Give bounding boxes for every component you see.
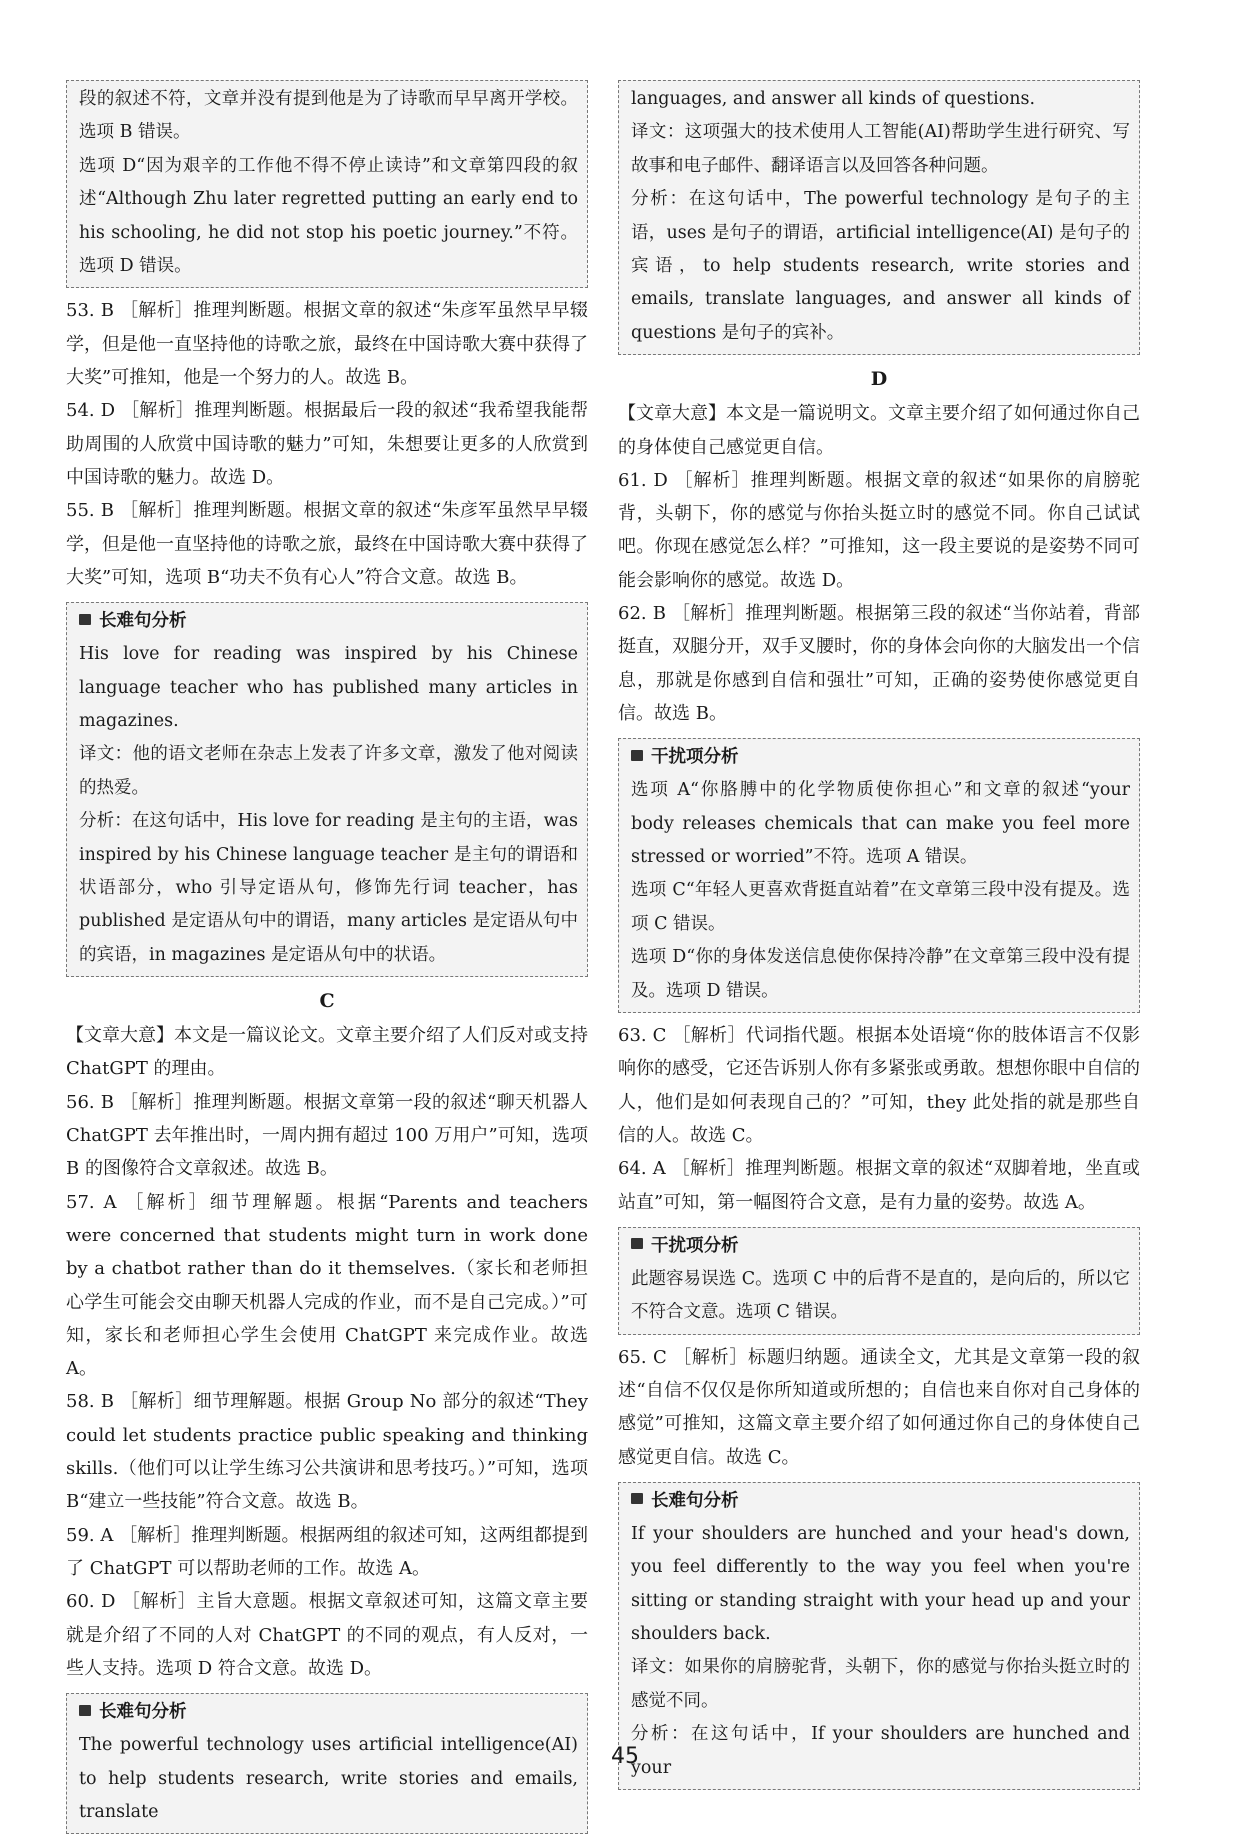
box-title: 长难句分析 xyxy=(79,605,578,638)
right-answers-1 xyxy=(618,464,1140,730)
right-distractor-box xyxy=(618,738,1140,1013)
box-line: If your shoulders are hunched and your head's down, you feel differently to the way you feel when you're sitting or standing straight with your head up and your shoulders back. xyxy=(631,1523,1130,1645)
box-line: The powerful technology uses artificial intelligence(AI) to help students research, write stories and emails, translate xyxy=(79,1735,578,1822)
right-answers-3 xyxy=(618,1341,1140,1474)
summary-c: 【文章大意】本文是一篇议论文。文章主要介绍了人们反对或支持 ChatGPT 的理由。 xyxy=(66,1025,588,1080)
book-icon xyxy=(631,1238,643,1249)
right-distractor-box-2 xyxy=(618,1227,1140,1335)
answer-61: 61. D ［解析］推理判断题。根据文章的叙述“如果你的肩膀驼背，头朝下，你的感觉与你抬头挺立时的感觉不同。你自己试试吧。你现在感觉怎么样？”可推知，这一段主要说的是姿势不同可能会影响你的感觉。故选 D。 xyxy=(618,469,1140,591)
answer-58: 58. B ［解析］细节理解题。根据 Group No 部分的叙述“They could let students practice public speaking and thinking skills.（他们可以让学生练习公共演讲和思考技巧。）”可知，选项 B“建立一些技能”符合文意。故选 B。 xyxy=(66,1391,588,1513)
box-line: His love for reading was inspired by his Chinese language teacher who has published many articles in magazines. xyxy=(79,644,578,731)
box-line: 选项 C“年轻人更喜欢背挺直站着”在文章第三段中没有提及。选项 C 错误。 xyxy=(631,880,1130,934)
summary-d: 【文章大意】本文是一篇说明文。文章主要介绍了如何通过你自己的身体使自己感觉更自信。 xyxy=(618,403,1140,458)
box-line: 译文：他的语文老师在杂志上发表了许多文章，激发了他对阅读的热爱。 xyxy=(79,744,578,798)
answer-60: 60. D ［解析］主旨大意题。根据文章叙述可知，这篇文章主要就是介绍了不同的人对 ChatGPT 的不同的观点，有人反对，一些人支持。选项 D 符合文意。故选 D。 xyxy=(66,1591,588,1679)
left-top-box xyxy=(66,80,588,288)
box-line: 选项 A“你胳膊中的化学物质使你担心”和文章的叙述“your body releases chemicals that can make you feel more stressed or worried”不符。选项 A 错误。 xyxy=(631,780,1130,868)
right-column xyxy=(618,80,1140,1796)
answer-53: 53. B ［解析］推理判断题。根据文章的叙述“朱彦军虽然早早辍学，但是他一直坚持他的诗歌之旅，最终在中国诗歌大赛中获得了大奖”可推知，他是一个努力的人。故选 B。 xyxy=(66,300,588,389)
box-line: 选项 D“因为艰辛的工作他不得不停止读诗”和文章第四段的叙述“Although Zhu later regretted putting an early end to his schooling, he did not stop his poetic journey.”不符。选项 D 错误。 xyxy=(79,155,578,277)
answer-57: 57. A ［解析］细节理解题。根据“Parents and teachers were concerned that students might turn in work done by a chatbot rather than do it themselves.（家长和老师担心学生可能会交由聊天机器人完成的作业，而不是自己完成。）”可知，家长和老师担心学生会使用 ChatGPT 来完成作业。故选 A。 xyxy=(66,1191,588,1380)
answer-56: 56. B ［解析］推理判断题。根据文章第一段的叙述“聊天机器人 ChatGPT 去年推出时，一周内拥有超过 100 万用户”可知，选项 B 的图像符合文章叙述。故选 B。 xyxy=(66,1091,588,1180)
box-line: 选项 D“你的身体发送信息使你保持冷静”在文章第三段中没有提及。选项 D 错误。 xyxy=(631,947,1130,1001)
answer-54: 54. D ［解析］推理判断题。根据最后一段的叙述“我希望我能帮助周围的人欣赏中国诗歌的魅力”可知，朱想要让更多的人欣赏到中国诗歌的魅力。故选 D。 xyxy=(66,400,588,488)
answer-62: 62. B ［解析］推理判断题。根据第三段的叙述“当你站着，背部挺直，双腿分开，双手叉腰时，你的身体会向你的大脑发出一个信息，那就是你感到自信和强壮”可知，正确的姿势使你感觉更自信。故选 B。 xyxy=(618,603,1140,724)
box-title: 长难句分析 xyxy=(79,1696,578,1729)
answer-55: 55. B ［解析］推理判断题。根据文章的叙述“朱彦军虽然早早辍学，但是他一直坚持他的诗歌之旅，最终在中国诗歌大赛中获得了大奖”可知，选项 B“功夫不负有心人”符合文意。故选 B。 xyxy=(66,500,588,588)
answer-63: 63. C ［解析］代词指代题。根据本处语境“你的肢体语言不仅影响你的感受，它还告诉别人你有多紧张或勇敢。想想你眼中自信的人，他们是如何表现自己的？”可知，they 此处指的就是那些自信的人。故选 C。 xyxy=(618,1025,1140,1146)
right-answers-2 xyxy=(618,1019,1140,1219)
page-number: 45 xyxy=(611,1744,639,1769)
book-icon xyxy=(631,1493,643,1504)
box-line: 译文：这项强大的技术使用人工智能(AI)帮助学生进行研究、写故事和电子邮件、翻译语言以及回答各种问题。 xyxy=(631,122,1130,176)
box-title: 干扰项分析 xyxy=(631,741,1130,774)
section-heading-d: D xyxy=(870,368,888,391)
answer-64: 64. A ［解析］推理判断题。根据文章的叙述“双脚着地，坐直或站直”可知，第一幅图符合文意，是有力量的姿势。故选 A。 xyxy=(618,1158,1140,1213)
right-top-box xyxy=(618,80,1140,355)
book-icon xyxy=(79,614,91,625)
left-sentence-analysis-box xyxy=(66,602,588,977)
answer-59: 59. A ［解析］推理判断题。根据两组的叙述可知，这两组都提到了 ChatGPT 可以帮助老师的工作。故选 A。 xyxy=(66,1524,588,1579)
box-title: 干扰项分析 xyxy=(631,1230,1130,1263)
box-line: 分析：在这句话中，The powerful technology 是句子的主语，uses 是句子的谓语，artificial intelligence(AI) 是句子的宾语，to help students research, write stories and emails, translate languages, and answer all kinds of questions 是句子的宾补。 xyxy=(631,189,1130,343)
answer-65: 65. C ［解析］标题归纳题。通读全文，尤其是文章第一段的叙述“自信不仅仅是你所知道或所想的；自信也来自你对自己身体的感觉”可推知，这篇文章主要介绍了如何通过你自己的身体使自己感觉更自信。故选 C。 xyxy=(618,1346,1140,1468)
box-line: 段的叙述不符，文章并没有提到他是为了诗歌而早早离开学校。选项 B 错误。 xyxy=(79,89,578,143)
box-title: 长难句分析 xyxy=(631,1485,1130,1518)
left-answers-1 xyxy=(66,294,588,594)
box-line: 译文：如果你的肩膀驼背，头朝下，你的感觉与你抬头挺立时的感觉不同。 xyxy=(631,1657,1130,1711)
left-column xyxy=(66,80,588,1840)
box-line: 分析：在这句话中，If your shoulders are hunched and your xyxy=(631,1724,1130,1778)
book-icon xyxy=(631,750,643,761)
box-line: languages, and answer all kinds of questions. xyxy=(631,89,1036,109)
section-heading-c: C xyxy=(319,990,335,1013)
box-line: 分析：在这句话中，His love for reading 是主句的主语，was inspired by his Chinese language teacher 是主句的谓语和状语部分，who 引导定语从句，修饰先行词 teacher，has published 是定语从句中的谓语，many articles 是定语从句中的宾语，in magazines 是定语从句中的状语。 xyxy=(79,811,578,965)
book-icon xyxy=(79,1705,91,1716)
left-answers-2 xyxy=(66,1086,588,1685)
box-line: 此题容易误选 C。选项 C 中的后背不是直的，是向后的，所以它不符合文意。选项 C 错误。 xyxy=(631,1268,1130,1323)
